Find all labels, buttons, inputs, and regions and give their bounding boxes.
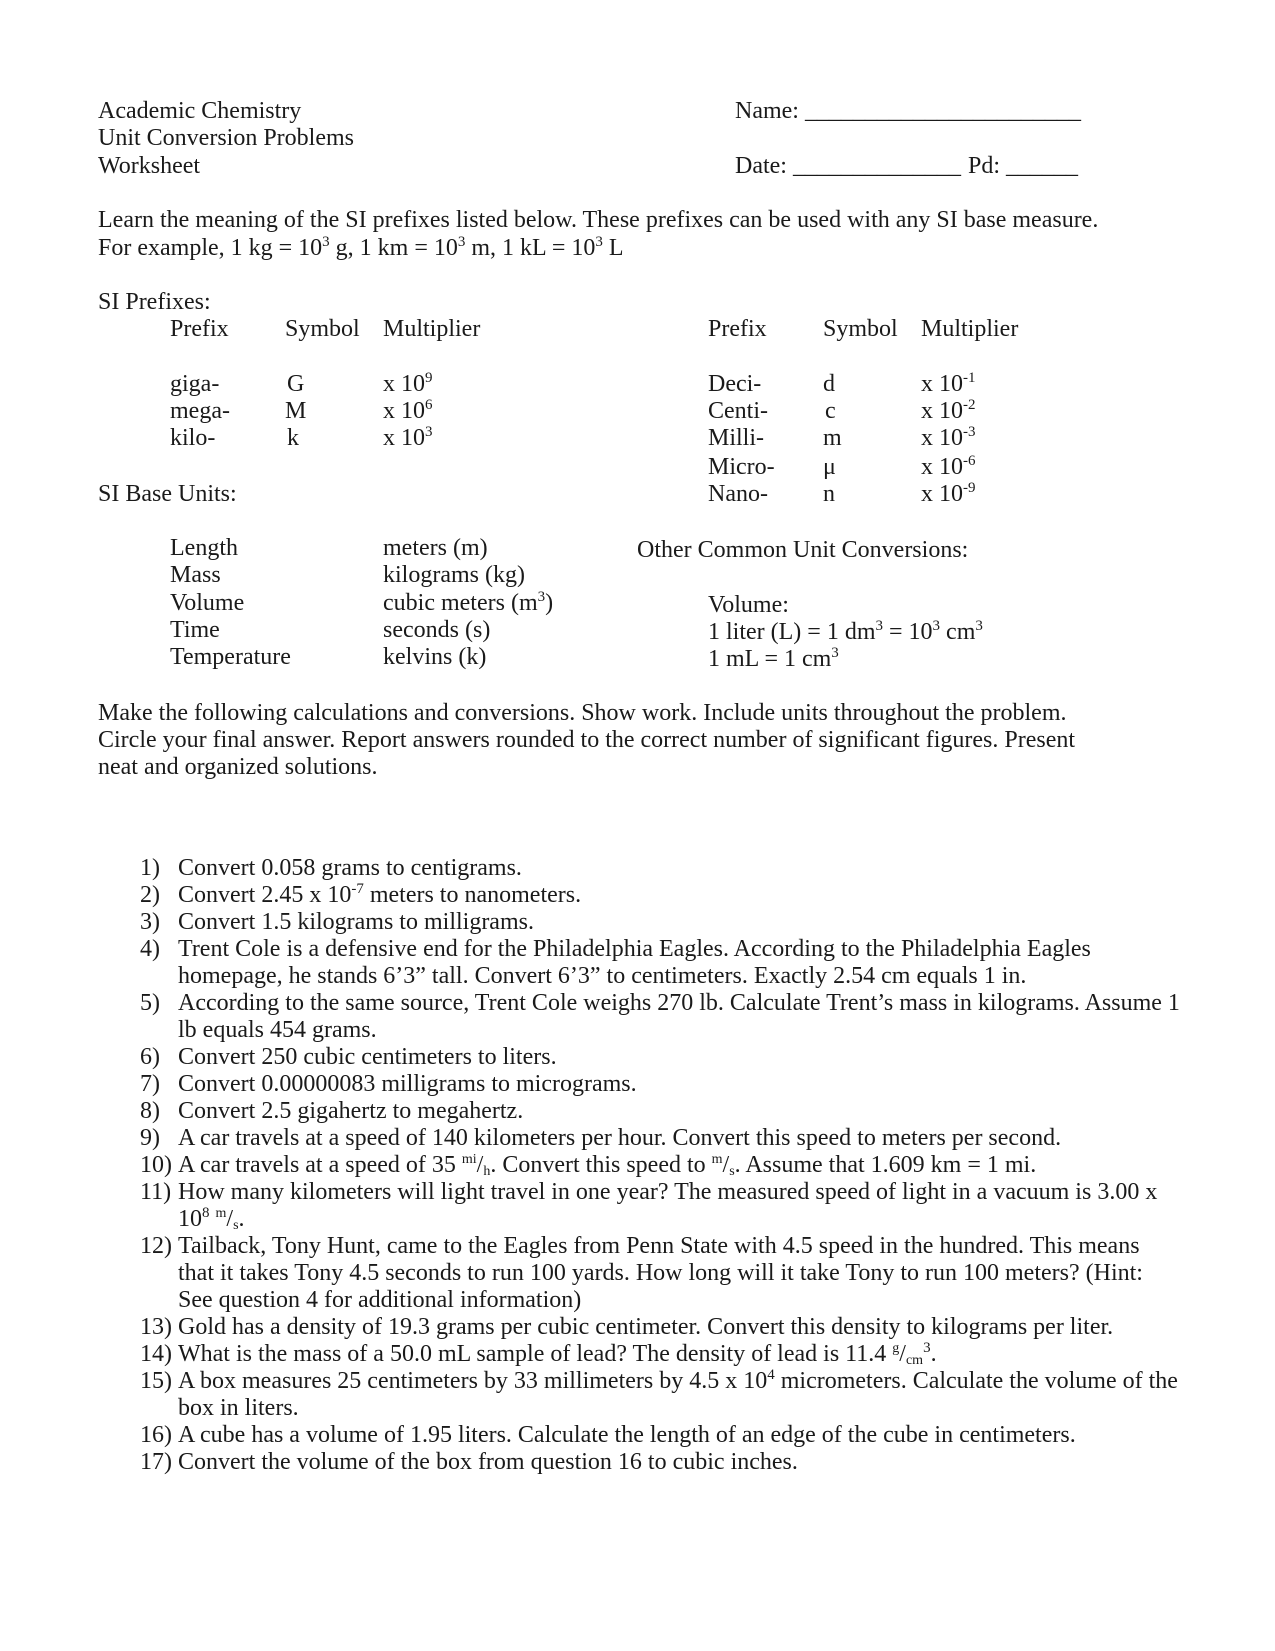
problem-item: 7) Convert 0.00000083 milligrams to micrograms.: [140, 1071, 637, 1097]
problem-item: 13) Gold has a density of 19.3 grams per cubic centimeter. Convert this density to kilograms per liter.: [140, 1314, 1114, 1340]
period-field[interactable]: Pd: ______: [968, 153, 1079, 179]
name-field[interactable]: Name: _______________________: [735, 98, 1081, 124]
base-unit: kelvins (k): [383, 644, 487, 670]
problem-number: 1): [140, 855, 160, 881]
intro-line-1: Learn the meaning of the SI prefixes listed below. These prefixes can be used with any SI base measure.: [98, 207, 1099, 233]
prefix-name: Deci-: [708, 371, 762, 397]
problem-number: 2): [140, 882, 160, 908]
base-quantity: Temperature: [170, 644, 291, 670]
prefix-multiplier: x $10^{-6}$: [921, 453, 976, 480]
prefix-name: kilo-: [170, 425, 216, 451]
course-title: Academic Chemistry: [98, 98, 302, 124]
problem-item: 6) Convert 250 cubic centimeters to liters.: [140, 1044, 557, 1070]
prefix-symbol: d: [823, 371, 835, 397]
prefix-symbol: n: [823, 481, 835, 507]
problem-number: 15): [140, 1368, 172, 1394]
instructions-line-2: Circle your final answer. Report answers rounded to the correct number of significant figures. Present: [98, 727, 1076, 753]
prefix-multiplier: x $10^{-9}$: [921, 480, 976, 507]
problem-number: 7): [140, 1071, 160, 1097]
prefix-multiplier: x $10^3$: [383, 424, 433, 451]
prefix-symbol: c: [825, 398, 836, 424]
prefix-multiplier: x $10^{-2}$: [921, 397, 976, 424]
problem-item: 5) According to the same source, Trent Cole weighs 270 lb. Calculate Trent’s mass in kilograms. Assume 1 lb equals 454 grams.: [140, 990, 1180, 1043]
instructions-line-1: Make the following calculations and conversions. Show work. Include units throughout the problem.: [98, 700, 1067, 726]
prefix-name: Micro-: [708, 454, 775, 480]
instructions-line-3: neat and organized solutions.: [98, 754, 378, 780]
col-header-symbol-right: Symbol: [823, 316, 898, 342]
prefix-name: Centi-: [708, 398, 768, 424]
problem-number: 5): [140, 990, 160, 1016]
problem-number: 11): [140, 1179, 172, 1205]
problem-item: 4) Trent Cole is a defensive end for the Philadelphia Eagles. According to the Philadelphia Eagles homepage, he stands 6’3” tall. Convert 6’3” to centimeters. Exactly 2.54 cm equals 1 in.: [140, 936, 1091, 989]
prefix-name: Nano-: [708, 481, 768, 507]
liter-conversion: 1 liter (L) = 1 $dm^3 = 10^3$ $cm^3$: [708, 618, 983, 645]
si-prefixes-heading: SI Prefixes:: [98, 289, 211, 315]
prefix-symbol: G: [287, 371, 305, 397]
prefix-name: giga-: [170, 371, 220, 397]
col-header-prefix-right: Prefix: [708, 316, 767, 342]
prefix-name: Milli-: [708, 425, 765, 451]
base-quantity: Volume: [170, 590, 245, 616]
problem-item: 12) Tailback, Tony Hunt, came to the Eagles from Penn State with 4.5 speed in the hundred. This means that it takes Tony 4.5 seconds to run 100 yards. How long will it take Tony to run 100 meters? (Hint: See question 4 for additional information): [140, 1233, 1143, 1313]
problem-number: 16): [140, 1422, 172, 1448]
problem-number: 12): [140, 1233, 172, 1259]
problem-number: 8): [140, 1098, 160, 1124]
worksheet-subtitle: Unit Conversion Problems: [98, 125, 354, 151]
problem-number: 9): [140, 1125, 160, 1151]
si-base-units-heading: SI Base Units:: [98, 481, 237, 507]
prefix-symbol: μ: [823, 454, 836, 480]
problem-number: 17): [140, 1449, 172, 1475]
col-header-prefix: Prefix: [170, 316, 229, 342]
problem-item: 3) Convert 1.5 kilograms to milligrams.: [140, 909, 534, 935]
problem-item: 11) How many kilometers will light travel in one year? The measured speed of light in a vacuum is 3.00 x $10^8$ $^m/_s$.: [140, 1179, 1158, 1233]
prefix-symbol: m: [823, 425, 842, 451]
problem-number: 6): [140, 1044, 160, 1070]
base-unit: seconds (s): [383, 617, 491, 643]
base-quantity: Mass: [170, 562, 221, 588]
base-unit: cubic meters $(m^3)$: [383, 589, 554, 616]
problem-number: 10): [140, 1152, 172, 1178]
problem-number: 4): [140, 936, 160, 962]
base-quantity: Time: [170, 617, 220, 643]
problem-number: 13): [140, 1314, 172, 1340]
col-header-symbol: Symbol: [285, 316, 360, 342]
base-quantity: Length: [170, 535, 238, 561]
worksheet-label: Worksheet: [98, 153, 201, 179]
problem-list: [140, 855, 1180, 1476]
intro-example: For example, 1 kg = $10^3$ g, 1 km = $10^3$ m, 1 kL = $10^3$ L: [98, 234, 624, 261]
prefix-multiplier: x $10^9$: [383, 370, 433, 397]
col-header-multiplier-right: Multiplier: [921, 316, 1019, 342]
prefix-name: mega-: [170, 398, 230, 424]
problem-item: 8) Convert 2.5 gigahertz to megahertz.: [140, 1098, 524, 1124]
volume-label: Volume:: [708, 592, 789, 618]
problem-item: 16) A cube has a volume of 1.95 liters. Calculate the length of an edge of the cube in centimeters.: [140, 1422, 1076, 1448]
problem-item: 1) Convert 0.058 grams to centigrams.: [140, 855, 522, 881]
other-conversions-heading: Other Common Unit Conversions:: [637, 537, 969, 563]
prefix-multiplier: x $10^{-3}$: [921, 424, 976, 451]
problem-item: 9) A car travels at a speed of 140 kilometers per hour. Convert this speed to meters per second.: [140, 1125, 1062, 1151]
problem-item: 14) What is the mass of a 50.0 mL sample of lead? The density of lead is 11.4 $^g/_{cm}^3$.: [140, 1340, 937, 1368]
base-unit: kilograms (kg): [383, 562, 525, 588]
problem-item: 10) A car travels at a speed of 35 $^{mi}/_h$. Convert this speed to $^m/_s$. Assume that 1.609 km = 1 mi.: [140, 1152, 1037, 1179]
date-field[interactable]: Date: ______________: [735, 153, 961, 179]
problem-number: 3): [140, 909, 160, 935]
ml-conversion: 1 mL = 1 $cm^3$: [708, 645, 839, 672]
prefix-symbol: k: [287, 425, 299, 451]
problem-item: 17) Convert the volume of the box from question 16 to cubic inches.: [140, 1449, 798, 1475]
problem-item: 15) A box measures 25 centimeters by 33 millimeters by 4.5 x $10^4$ micrometers. Calculate the volume of the box in liters.: [140, 1367, 1178, 1421]
prefix-symbol: M: [285, 398, 307, 424]
problem-item: 2) Convert 2.45 x $10^{-7}$ meters to nanometers.: [140, 881, 582, 908]
base-unit: meters (m): [383, 535, 488, 561]
prefix-multiplier: x $10^6$: [383, 397, 433, 424]
col-header-multiplier: Multiplier: [383, 316, 481, 342]
problem-number: 14): [140, 1341, 172, 1367]
prefix-multiplier: x $10^{-1}$: [921, 370, 976, 397]
